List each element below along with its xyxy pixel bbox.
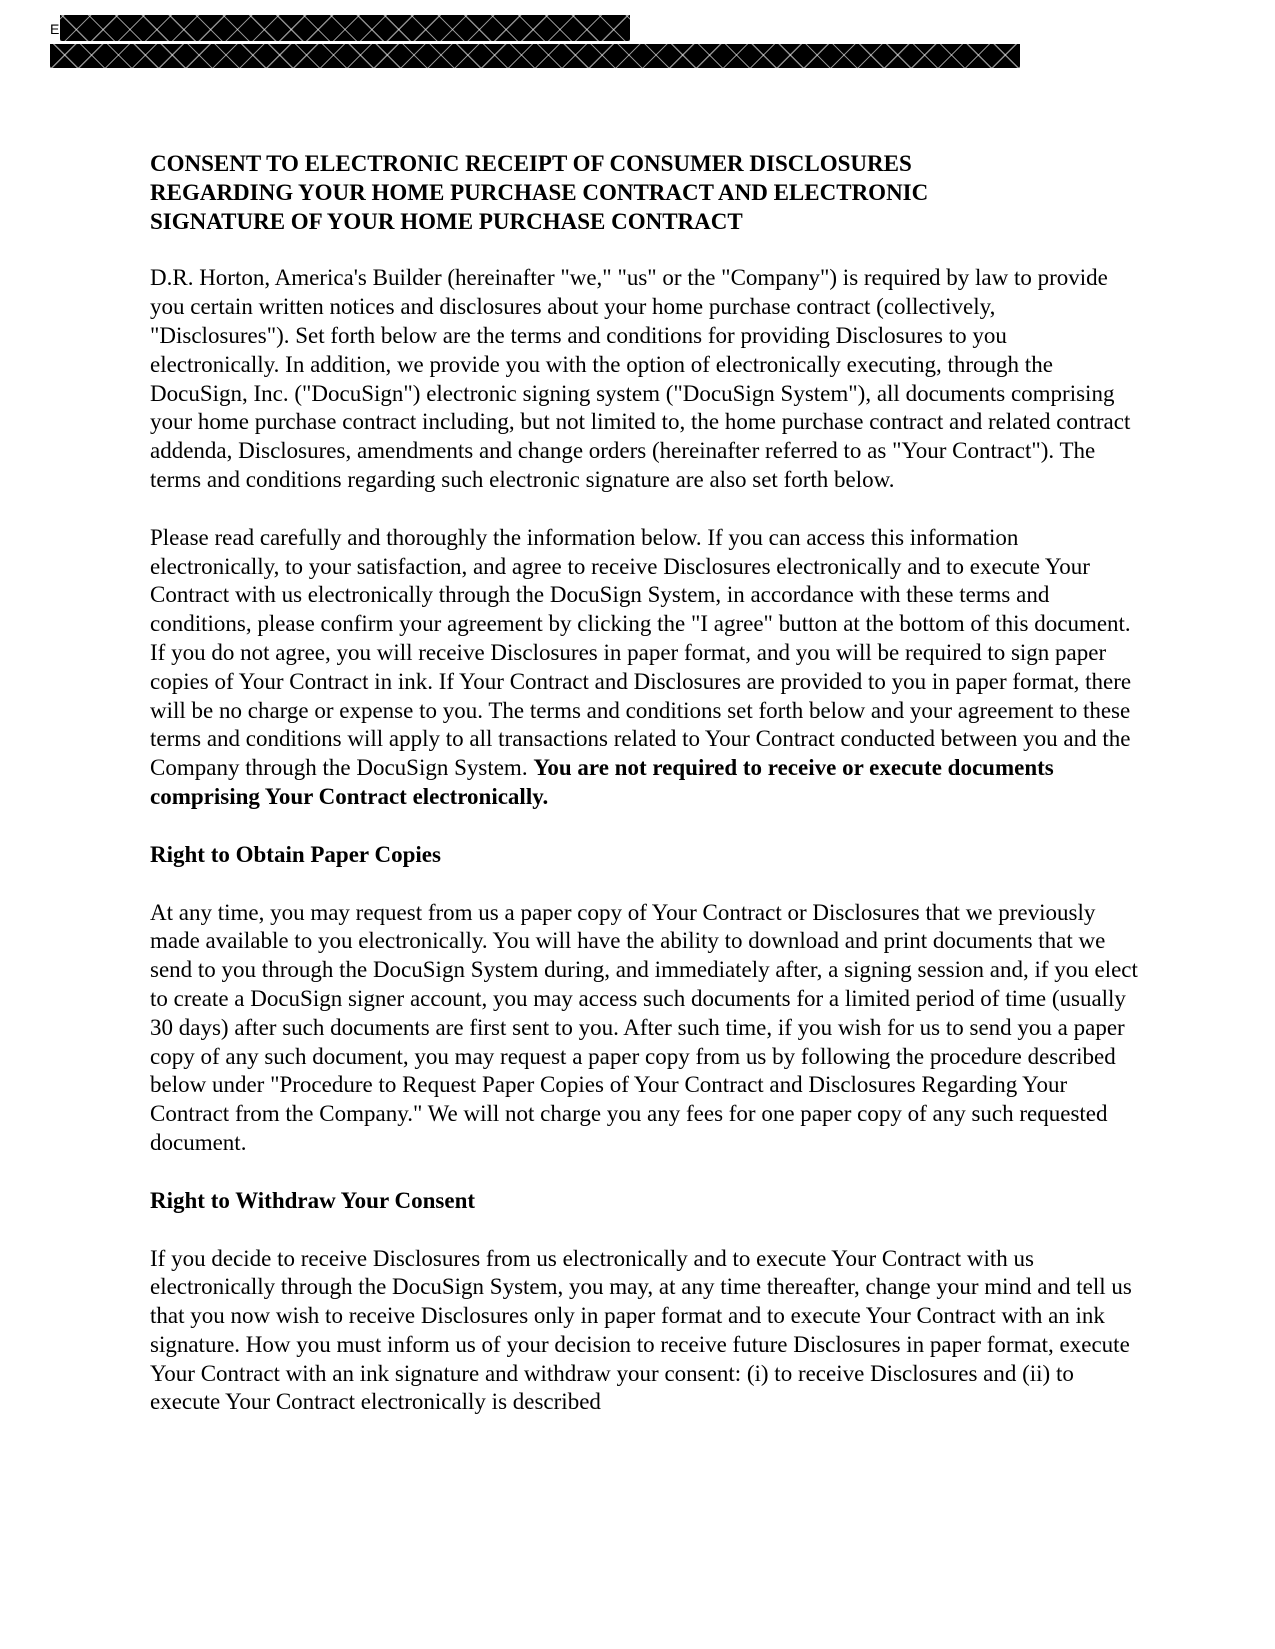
redacted-header-line-1: [60, 15, 630, 41]
redacted-header-line-2: [50, 44, 1020, 68]
paper-copies-heading: Right to Obtain Paper Copies: [150, 841, 441, 867]
read-carefully-text: Please read carefully and thoroughly the information below. If you can access this information electronically, to your satisfaction, and agree to receive Disclosures electronically and to execute Your Contract with us electronically through the DocuSign System, in accordance with these terms and conditions, please confirm your agreement by clicking the "I agree" button at the bottom of this document. If you do not agree, you will receive Disclosures in paper format, and you will be required to sign paper copies of Your Contract in ink. If Your Contract and Disclosures are provided to you in paper format, there will be no charge or expense to you. The terms and conditions set forth below and your agreement to these terms and conditions will apply to all transactions related to Your Contract conducted between you and the Company through the DocuSign System.: [150, 524, 1132, 781]
title-line: SIGNATURE OF YOUR HOME PURCHASE CONTRACT: [150, 208, 743, 234]
document-body: [150, 150, 1140, 1446]
title-line: CONSENT TO ELECTRONIC RECEIPT OF CONSUMER DISCLOSURES: [150, 151, 912, 176]
intro-paragraph: D.R. Horton, America's Builder (hereinafter "we," "us" or the "Company") is required by law to provide you certain written notices and disclosures about your home purchase contract (collectively, "Disclosures"). Set forth below are the terms and conditions for providing Disclosures to you electronically. In addition, we provide you with the option of electronically executing, through the DocuSign, Inc. ("DocuSign") electronic signing system ("DocuSign System"), all documents comprising your home purchase contract including, but not limited to, the home purchase contract and related contract addenda, Disclosures, amendments and change orders (hereinafter referred to as "Your Contract"). The terms and conditions regarding such electronic signature are also set forth below.: [150, 265, 1131, 492]
envelope-id-prefix: E: [50, 21, 60, 37]
withdraw-consent-heading: Right to Withdraw Your Consent: [150, 1187, 476, 1213]
not-required-statement: You are not required to receive or execute documents comprising Your Contract electronically.: [150, 755, 1054, 809]
read-carefully-paragraph: [150, 524, 1140, 812]
title-line: REGARDING YOUR HOME PURCHASE CONTRACT AND ELECTRONIC: [150, 179, 929, 205]
document-title: [150, 150, 1140, 236]
withdraw-consent-paragraph: If you decide to receive Disclosures from us electronically and to execute Your Contract with us electronically through the DocuSign System, you may, at any time thereafter, change your mind and tell us that you now wish to receive Disclosures only in paper format and to execute Your Contract with an ink signature. How you must inform us of your decision to receive future Disclosures in paper format, execute Your Contract with an ink signature and withdraw your consent: (i) to receive Disclosures and (ii) to execute Your Contract electronically is described: [150, 1245, 1132, 1415]
paper-copies-paragraph: At any time, you may request from us a paper copy of Your Contract or Disclosures that we previously made available to you electronically. You will have the ability to download and print documents that we send to you through the DocuSign System during, and immediately after, a signing session and, if you elect to create a DocuSign signer account, you may access such documents for a limited period of time (usually 30 days) after such documents are first sent to you. After such time, if you wish for us to send you a paper copy of any such document, you may request a paper copy from us by following the procedure described below under "Procedure to Request Paper Copies of Your Contract and Disclosures Regarding Your Contract from the Company." We will not charge you any fees for one paper copy of any such requested document.: [150, 899, 1138, 1155]
